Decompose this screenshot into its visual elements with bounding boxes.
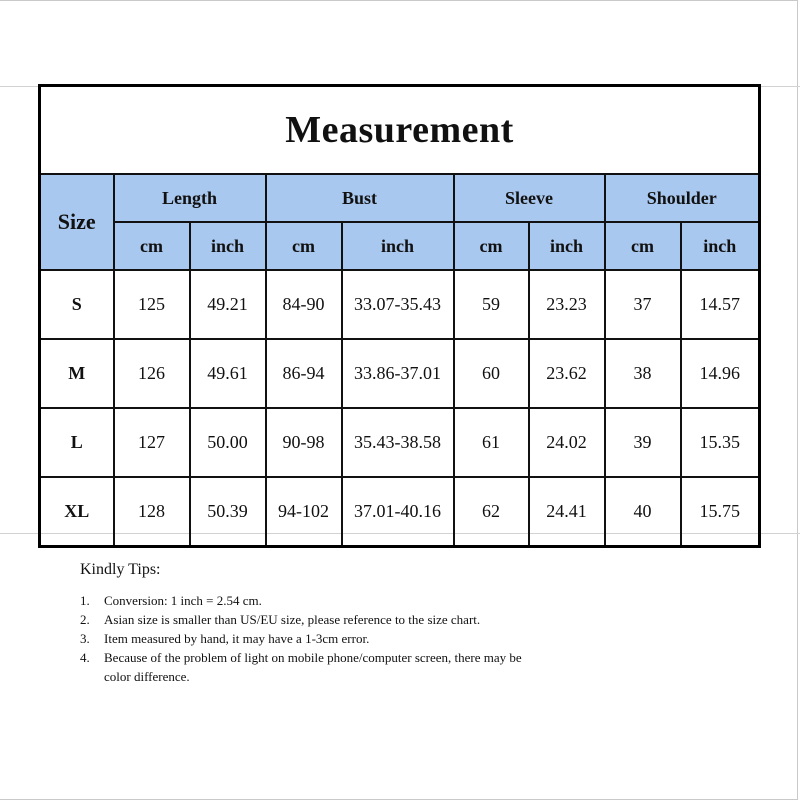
- table-cell: 14.57: [681, 270, 760, 339]
- table-cell: 23.62: [529, 339, 605, 408]
- table-cell: 59: [454, 270, 529, 339]
- kindly-tips: [80, 560, 640, 686]
- table-row: [40, 408, 760, 477]
- table-cell: 60: [454, 339, 529, 408]
- table-cell: 50.39: [190, 477, 266, 547]
- table-title: Measurement: [40, 86, 760, 175]
- unit-header: cm: [266, 222, 342, 270]
- table-cell: 15.75: [681, 477, 760, 547]
- table-cell: 50.00: [190, 408, 266, 477]
- table-cell: 86-94: [266, 339, 342, 408]
- table-cell: 84-90: [266, 270, 342, 339]
- size-column-header: Size: [40, 174, 114, 270]
- unit-header: inch: [342, 222, 454, 270]
- unit-header: inch: [190, 222, 266, 270]
- table-cell: 49.21: [190, 270, 266, 339]
- table-cell: 90-98: [266, 408, 342, 477]
- tip-item: [80, 610, 640, 629]
- tip-text: Because of the problem of light on mobile phone/computer screen, there may be color difference.: [104, 650, 522, 684]
- group-header-length: Length: [114, 174, 266, 222]
- tip-item: [80, 591, 640, 610]
- tip-item: [80, 648, 640, 686]
- table-cell: 37: [605, 270, 681, 339]
- tip-number: 2.: [80, 612, 90, 627]
- unit-header: cm: [454, 222, 529, 270]
- table-cell: 94-102: [266, 477, 342, 547]
- table-row: [40, 339, 760, 408]
- group-header-shoulder: Shoulder: [605, 174, 760, 222]
- table-cell: 23.23: [529, 270, 605, 339]
- size-chart-table: [38, 84, 761, 548]
- tip-number: 3.: [80, 631, 90, 646]
- tip-number: 1.: [80, 593, 90, 608]
- table-cell: 24.41: [529, 477, 605, 547]
- tip-text: Item measured by hand, it may have a 1-3cm error.: [104, 631, 370, 646]
- unit-header: cm: [605, 222, 681, 270]
- table-cell: 127: [114, 408, 190, 477]
- table-cell: 62: [454, 477, 529, 547]
- table-cell: 49.61: [190, 339, 266, 408]
- tip-text: Asian size is smaller than US/EU size, please reference to the size chart.: [104, 612, 481, 627]
- table-cell: 38: [605, 339, 681, 408]
- tip-text: Conversion: 1 inch = 2.54 cm.: [104, 593, 262, 608]
- table-row: [40, 477, 760, 547]
- table-cell: 33.07-35.43: [342, 270, 454, 339]
- tip-number: 4.: [80, 650, 90, 665]
- table-cell: 14.96: [681, 339, 760, 408]
- table-cell: 128: [114, 477, 190, 547]
- table-cell: 40: [605, 477, 681, 547]
- table-cell: 33.86-37.01: [342, 339, 454, 408]
- unit-header: inch: [681, 222, 760, 270]
- table-cell: 35.43-38.58: [342, 408, 454, 477]
- size-label: L: [40, 408, 114, 477]
- size-label: S: [40, 270, 114, 339]
- table-row: [40, 270, 760, 339]
- group-header-sleeve: Sleeve: [454, 174, 605, 222]
- unit-header: inch: [529, 222, 605, 270]
- tips-title: Kindly Tips:: [80, 561, 161, 578]
- table-cell: 39: [605, 408, 681, 477]
- size-label: M: [40, 339, 114, 408]
- size-label: XL: [40, 477, 114, 547]
- table-cell: 125: [114, 270, 190, 339]
- unit-header: cm: [114, 222, 190, 270]
- group-header-bust: Bust: [266, 174, 454, 222]
- table-cell: 61: [454, 408, 529, 477]
- tip-item: [80, 629, 640, 648]
- table-cell: 24.02: [529, 408, 605, 477]
- table-cell: 15.35: [681, 408, 760, 477]
- table-cell: 126: [114, 339, 190, 408]
- table-cell: 37.01-40.16: [342, 477, 454, 547]
